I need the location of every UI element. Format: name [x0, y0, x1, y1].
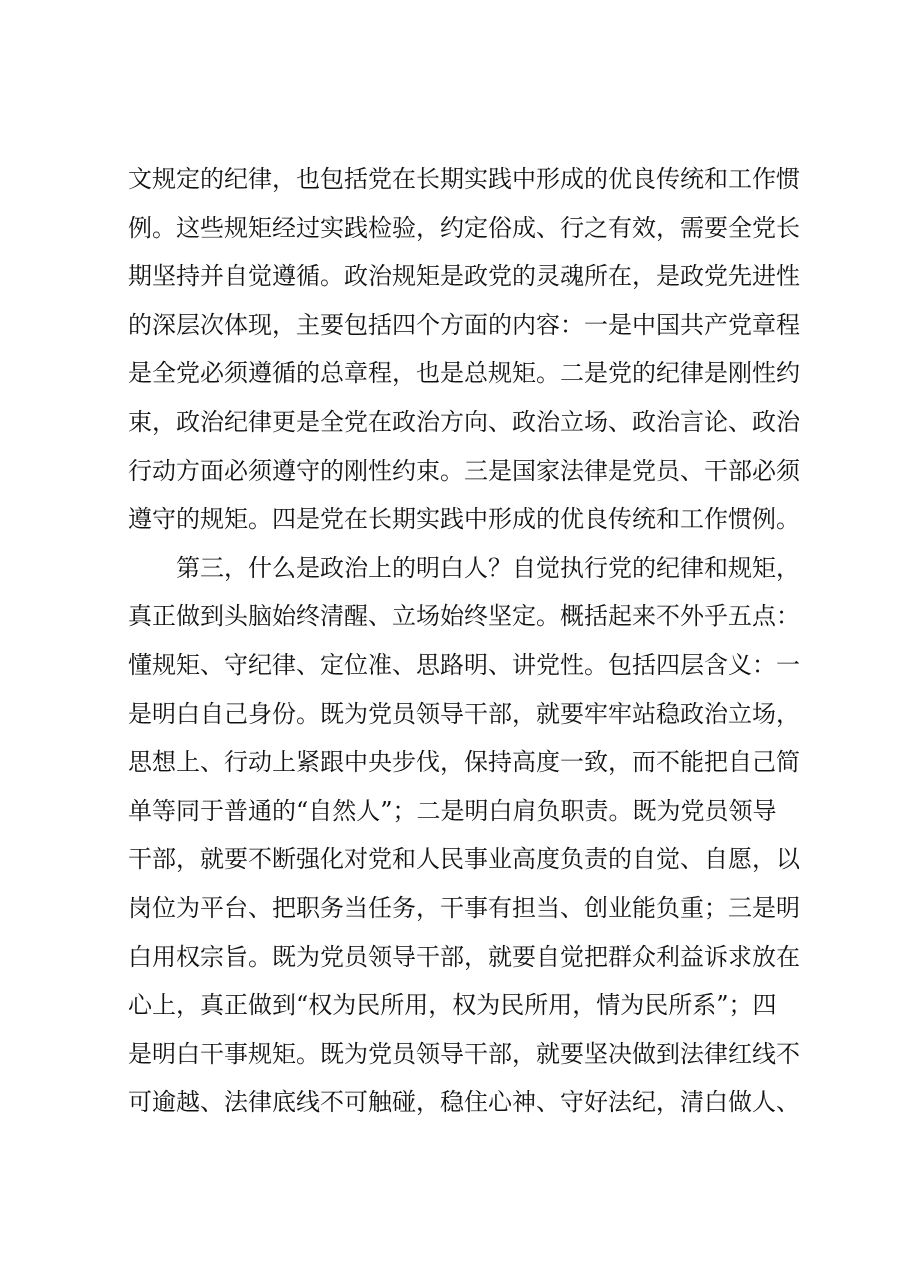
text-line: 单等同于普通的“自然人”；二是明白肩负职责。既为党员领导 — [128, 796, 777, 825]
text-line: 的深层次体现，主要包括四个方面的内容：一是中国共产党章程 — [128, 310, 800, 339]
text-line: 文规定的纪律，也包括党在长期实践中形成的优良传统和工作惯 — [128, 165, 800, 193]
text-line: 是明白自己身份。既为党员领导干部，就要牢牢站稳政治立场， — [128, 699, 800, 728]
text-line: 白用权宗旨。既为党员领导干部，就要自觉把群众利益诉求放在 — [128, 942, 800, 971]
text-line: 岗位为平台、把职务当任务，干事有担当、创业能负重；三是明 — [128, 893, 800, 922]
text-line: 例。这些规矩经过实践检验，约定俗成、行之有效，需要全党长 — [128, 213, 800, 242]
text-line: 是全党必须遵循的总章程，也是总规矩。二是党的纪律是刚性约 — [128, 359, 800, 388]
text-line: 期坚持并自觉遵循。政治规矩是政党的灵魂所在，是政党先进性 — [128, 262, 800, 291]
text-line: 遵守的规矩。四是党在长期实践中形成的优良传统和工作惯例。 — [128, 505, 800, 534]
text-line: 真正做到头脑始终清醒、立场始终坚定。概括起来不外乎五点： — [128, 602, 800, 631]
text-line: 行动方面必须遵守的刚性约束。三是国家法律是党员、干部必须 — [128, 456, 800, 485]
text-line: 懂规矩、守纪律、定位准、思路明、讲党性。包括四层含义：一 — [128, 650, 800, 679]
text-line: 是明白干事规矩。既为党员领导干部，就要坚决做到法律红线不 — [128, 1039, 800, 1068]
text-line: 束，政治纪律更是全党在政治方向、政治立场、政治言论、政治 — [128, 407, 800, 436]
paragraph-start-line: 第三，什么是政治上的明白人？自觉执行党的纪律和规矩， — [176, 553, 800, 582]
text-line: 思想上、行动上紧跟中央步伐，保持高度一致，而不能把自己简 — [128, 748, 800, 777]
text-line: 可逾越、法律底线不可触碰，稳住心神、守好法纪，清白做人、 — [128, 1088, 800, 1117]
text-line: 心上，真正做到“权为民所用，权为民所用，情为民所系”；四 — [128, 991, 777, 1020]
text-line: 干部，就要不断强化对党和人民事业高度负责的自觉、自愿，以 — [128, 845, 800, 874]
body-text — [128, 155, 808, 1127]
